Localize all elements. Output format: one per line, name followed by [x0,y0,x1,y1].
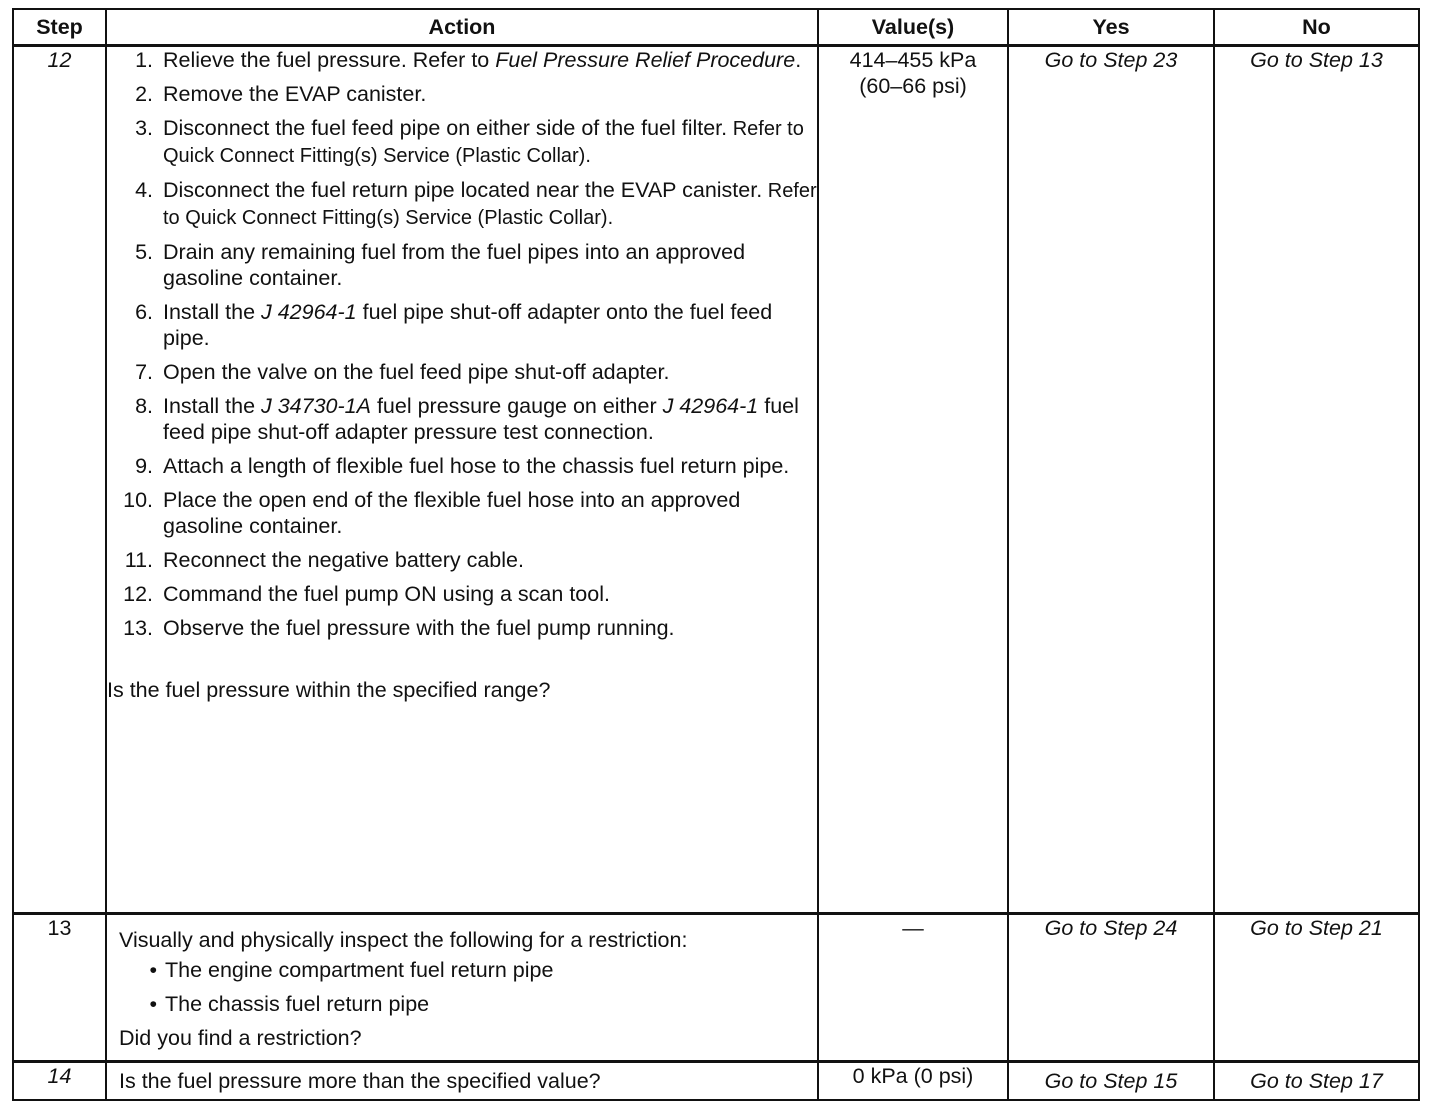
service-reference: Refer to Quick Connect Fitting(s) Service (Plastic Collar). [163,118,804,167]
tool-number: J 34730-1A [261,394,371,418]
value-cell: 0 kPa (0 psi) [818,1062,1008,1100]
table-row-step-13 [13,914,1419,1062]
item-text: The chassis fuel return pipe [165,991,430,1016]
item-text: Command the fuel pump ON using a scan tool. [163,582,610,606]
action-cell [106,914,818,1062]
item-text: Drain any remaining fuel from the fuel pipes into an approved gasoline container. [163,240,746,290]
list-item [107,393,817,445]
list-item [107,177,817,231]
list-item [107,47,817,73]
table-row-step-12 [13,46,1419,914]
list-item [107,453,817,479]
header-yes: Yes [1008,9,1214,46]
action-cell [106,46,818,914]
item-text: Install the J 34730-1A fuel pressure gauge on either J 42964-1 fuel feed pipe shut-off adapter pressure test connection. [163,394,799,444]
item-text: Attach a length of flexible fuel hose to the chassis fuel return pipe. [163,454,790,478]
inspection-list [119,957,805,1017]
item-text: Disconnect the fuel feed pipe on either side of the fuel filter. Refer to Quick Connect Fitting(s) Service (Plastic Collar). [163,116,804,167]
value-line: 414–455 kPa [849,48,977,72]
item-text: Observe the fuel pressure with the fuel pump running. [163,616,675,640]
bullet: • [149,991,157,1016]
item-text: The engine compartment fuel return pipe [165,957,554,982]
no-link[interactable]: Go to Step 21 [1214,914,1419,1062]
item-text: Open the valve on the fuel feed pipe shut-off adapter. [163,360,670,384]
list-item [107,239,817,291]
item-number: 5. [135,240,153,264]
bullet: • [149,957,157,982]
list-item [119,957,805,983]
item-number: 6. [135,300,153,324]
procedure-reference: Fuel Pressure Relief Procedure [495,48,796,72]
header-row [13,9,1419,46]
list-item [107,359,817,385]
yes-link[interactable]: Go to Step 23 [1008,46,1214,914]
tool-number: J 42964-1 [261,300,357,324]
item-text: Relieve the fuel pressure. Refer to Fuel Pressure Relief Procedure. [163,48,802,72]
action-cell: Is the fuel pressure more than the specified value? [106,1062,818,1100]
header-action: Action [106,9,818,46]
value-cell [818,46,1008,914]
list-item [107,615,817,641]
item-text: Disconnect the fuel return pipe located near the EVAP canister. Refer to Quick Connect Fitting(s) Service (Plastic Collar). [163,178,817,229]
item-text: Place the open end of the flexible fuel hose into an approved gasoline container. [163,488,741,538]
step-number: 14 [13,1062,106,1100]
service-reference: Refer to Quick Connect Fitting(s) Service (Plastic Collar). [163,180,817,229]
item-text: Remove the EVAP canister. [163,82,427,106]
tool-number: J 42964-1 [662,394,759,418]
list-item [119,991,805,1017]
step-number: 12 [13,46,106,914]
question-text: Did you find a restriction? [119,1025,362,1050]
item-number: 2. [135,82,153,106]
no-link[interactable]: Go to Step 17 [1214,1062,1419,1100]
item-number: 13. [123,616,153,640]
header-step: Step [13,9,106,46]
item-number: 1. [135,48,153,72]
list-item [107,115,817,169]
inspection-intro: Visually and physically inspect the following for a restriction: [119,927,688,952]
item-number: 11. [124,548,153,572]
list-item [107,81,817,107]
list-item [107,299,817,351]
procedure-list [107,47,817,641]
value-line: (60–66 psi) [859,74,967,98]
list-item [107,547,817,573]
item-text: Install the J 42964-1 fuel pipe shut-off adapter onto the fuel feed pipe. [163,300,773,350]
item-text: Reconnect the negative battery cable. [163,548,524,572]
list-item [107,581,817,607]
value-cell: — [818,914,1008,1062]
table-row-step-14 [13,1062,1419,1100]
item-number: 7. [135,360,153,384]
item-number: 9. [135,454,153,478]
item-number: 12. [123,582,153,606]
yes-link[interactable]: Go to Step 15 [1008,1062,1214,1100]
item-number: 3. [135,116,153,140]
yes-link[interactable]: Go to Step 24 [1008,914,1214,1062]
header-no: No [1214,9,1419,46]
diagnostic-table [12,8,1420,1101]
no-link[interactable]: Go to Step 13 [1214,46,1419,914]
question-text: Is the fuel pressure within the specified range? [107,678,551,702]
item-number: 4. [135,178,153,202]
list-item [107,487,817,539]
item-number: 8. [135,394,153,418]
step-number: 13 [13,914,106,1062]
item-number: 10. [123,488,153,512]
header-values: Value(s) [818,9,1008,46]
